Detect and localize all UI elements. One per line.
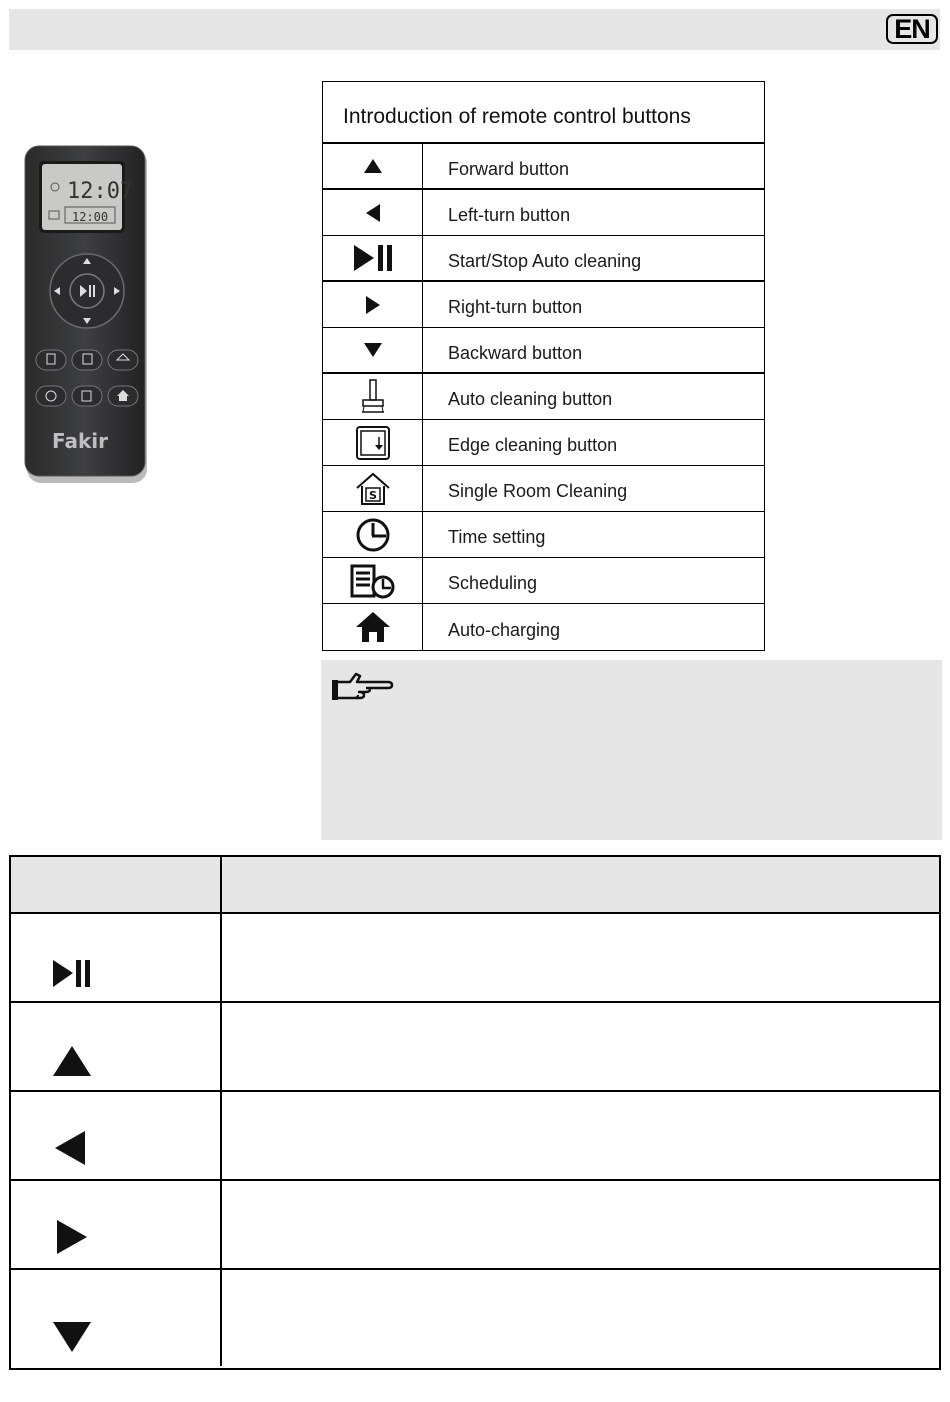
icon-cell — [11, 1003, 222, 1090]
clock-icon — [355, 517, 391, 553]
schedule-icon — [350, 563, 396, 599]
description-cell — [222, 914, 939, 1001]
intro-label: Backward button — [448, 342, 583, 363]
brush-icon — [360, 379, 386, 415]
forward-arrow-icon — [363, 158, 383, 174]
remote-control-image — [22, 143, 150, 485]
pointing-hand-icon — [330, 670, 394, 704]
language-badge: EN — [886, 14, 938, 44]
left-arrow-icon — [51, 1129, 93, 1167]
remote-brand-logo: Fakir — [52, 429, 109, 453]
intro-label: Start/Stop Auto cleaning — [448, 250, 642, 271]
intro-label: Right-turn button — [448, 297, 583, 317]
play-pause-icon — [352, 243, 394, 273]
intro-table-title: Introduction of remote control buttons — [323, 82, 764, 144]
intro-label: Time setting — [448, 527, 546, 547]
top-header-bar — [9, 9, 940, 50]
intro-label: Scheduling — [448, 573, 538, 593]
icon-cell — [11, 1181, 222, 1268]
table-row — [11, 914, 939, 1003]
left-arrow-icon — [365, 203, 381, 223]
remote-display-time-top: 12:07 — [67, 179, 134, 204]
icon-cell — [11, 1092, 222, 1179]
table-header-row — [11, 857, 939, 914]
intro-row-right — [323, 282, 764, 328]
intro-row-start-stop — [323, 236, 764, 282]
icon-cell — [11, 1270, 222, 1366]
table-row — [11, 1270, 939, 1366]
button-description-table — [9, 855, 941, 1370]
intro-row-left — [323, 190, 764, 236]
svg-text:S: S — [368, 488, 377, 502]
single-room-icon — [355, 472, 391, 506]
icon-cell — [11, 914, 222, 1001]
description-cell — [222, 1181, 939, 1268]
intro-label: Edge cleaning button — [448, 435, 618, 455]
intro-row-forward — [323, 144, 764, 190]
intro-row-time-setting — [323, 512, 764, 558]
intro-row-single-room — [323, 466, 764, 512]
intro-label: Single Room Cleaning — [448, 481, 628, 501]
remote-buttons-intro-table — [322, 81, 765, 651]
header-cell — [222, 857, 939, 912]
backward-arrow-icon — [363, 342, 383, 358]
header-cell — [11, 857, 222, 912]
intro-row-backward — [323, 328, 764, 374]
edge-cleaning-icon — [355, 425, 391, 461]
play-pause-icon — [51, 957, 93, 989]
forward-arrow-icon — [51, 1044, 93, 1078]
home-icon — [354, 610, 392, 644]
intro-row-scheduling — [323, 558, 764, 604]
remote-display-time-bottom: 12:00 — [72, 210, 109, 224]
backward-arrow-icon — [51, 1320, 93, 1354]
right-arrow-icon — [365, 295, 381, 315]
intro-label: Left-turn button — [448, 205, 571, 225]
table-row — [11, 1003, 939, 1092]
note-box — [321, 660, 942, 840]
intro-label: Auto-charging — [448, 619, 561, 640]
description-cell — [222, 1270, 939, 1366]
table-row — [11, 1092, 939, 1181]
intro-label: Auto cleaning button — [448, 389, 613, 409]
right-arrow-icon — [51, 1218, 93, 1256]
intro-row-edge-cleaning — [323, 420, 764, 466]
table-row — [11, 1181, 939, 1270]
description-cell — [222, 1003, 939, 1090]
intro-row-auto-charging — [323, 604, 764, 650]
intro-label: Forward button — [448, 158, 570, 179]
description-cell — [222, 1092, 939, 1179]
intro-row-auto-cleaning — [323, 374, 764, 420]
